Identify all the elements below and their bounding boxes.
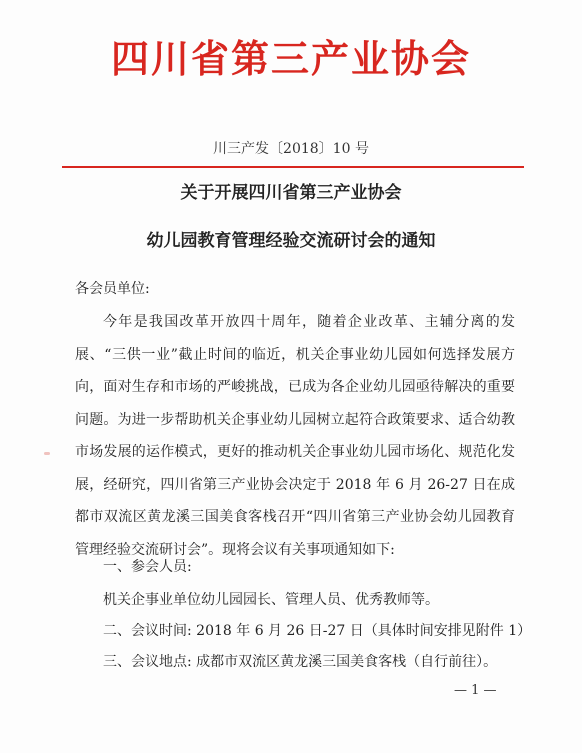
- scan-mark: [44, 452, 50, 455]
- item-1-heading: 一、参会人员:: [103, 559, 192, 575]
- body-paragraph-1: 今年是我国改革开放四十周年，随着企业改革、主辅分离的发展、“三供一业”截止时间的临近，机关企事业幼儿园如何选择发展方向，面对生存和市场的严峻挑战，已成为各企业幼儿园亟待解决的重要问题。为进一步帮助机关企事业幼儿园树立起符合政策要求、适合幼教市场发展的运作模式，更好的推动机关企事业幼儿园市场化、规范化发展，经研究，四川省第三产业协会决定于 2018 年 6 月 26-27 日在成都市双流区黄龙溪三国美食客栈召开“四川省第三产业协会幼儿园教育管理经验交流研讨会”。现将会议有关事项通知如下:: [75, 314, 515, 558]
- letterhead-org-name: 四川省第三产业协会: [110, 36, 471, 81]
- item-2-meeting-time: 二、会议时间: 2018 年 6 月 26 日-27 日（具体时间安排见附件 1）: [103, 623, 532, 639]
- letterhead-red-divider: [62, 166, 524, 168]
- item-3-meeting-location: 三、会议地点: 成都市双流区黄龙溪三国美食客栈（自行前往）。: [103, 654, 498, 670]
- salutation: 各会员单位:: [75, 281, 150, 297]
- item-1-detail: 机关企事业单位幼儿园园长、管理人员、优秀教师等。: [103, 592, 439, 608]
- notice-title-line-1: 关于开展四川省第三产业协会: [180, 183, 402, 203]
- page-number: — 1 —: [454, 683, 497, 698]
- document-number: 川三产发〔2018〕10 号: [213, 141, 369, 157]
- notice-title-line-2: 幼儿园教育管理经验交流研讨会的通知: [146, 231, 436, 251]
